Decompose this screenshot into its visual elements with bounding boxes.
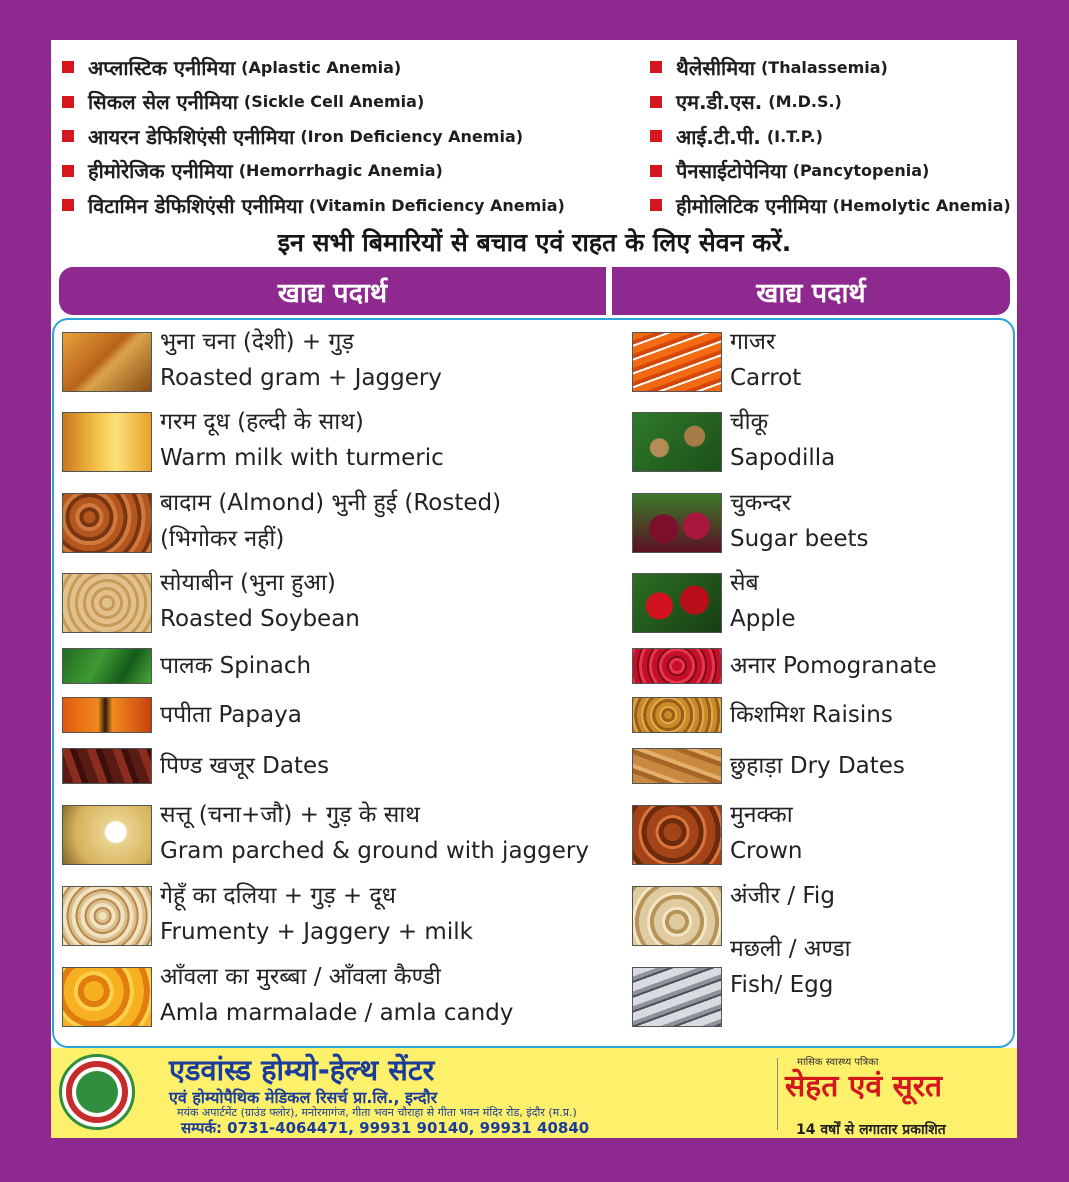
food-label-english: Fish/ Egg [730, 972, 834, 998]
food-label: अनार Pomogranate [730, 653, 937, 679]
food-item-dry-dates [632, 748, 905, 784]
bullet-icon [62, 199, 74, 211]
bullet-icon [62, 61, 74, 73]
food-label-english: Warm milk with turmeric [160, 445, 444, 471]
food-item-almond [62, 490, 502, 557]
clinic-name: एडवांस्ड होम्यो-हेल्थ सेंटर [169, 1053, 435, 1087]
pomegranate-image [632, 648, 722, 684]
dates-image [62, 748, 152, 784]
disease-item [62, 154, 632, 189]
disease-item [650, 85, 1030, 120]
logo-center [76, 1071, 118, 1113]
disease-english: (Sickle Cell Anemia) [243, 92, 425, 112]
bullet-icon [62, 130, 74, 142]
dry-dates-image [632, 748, 722, 784]
food-label: किशमिश Raisins [730, 702, 893, 728]
disease-item [62, 188, 632, 223]
disease-list [62, 50, 1022, 220]
footer-divider [777, 1058, 778, 1130]
food-label-hindi: मछली / अण्डा [730, 936, 851, 962]
disease-column-left [62, 50, 632, 223]
disease-english: (Aplastic Anemia) [241, 57, 402, 77]
food-item-spinach [62, 648, 311, 684]
food-item-beetroot [632, 490, 869, 557]
food-label-hindi: मुनक्का [730, 802, 793, 828]
bullet-icon [62, 165, 74, 177]
food-item-soybean [62, 570, 360, 637]
food-item-turmeric-milk [62, 409, 444, 476]
food-item-sapodilla [632, 409, 836, 476]
food-label-english: Carrot [730, 365, 802, 391]
beetroot-image [632, 493, 722, 553]
food-label: पालक Spinach [160, 653, 312, 679]
sapodilla-image [632, 412, 722, 472]
bullet-icon [650, 96, 662, 108]
bullet-icon [650, 165, 662, 177]
disease-hindi: थैलेसीमिया [676, 55, 755, 80]
disease-item [650, 119, 1030, 154]
disease-hindi: हीमोलिटिक एनीमिया [676, 193, 827, 218]
food-item-papaya [62, 697, 302, 733]
disease-english: (I.T.P.) [766, 126, 823, 146]
magazine-note: 14 वर्षों से लगातार प्रकाशित [796, 1122, 946, 1138]
disease-english: (Vitamin Deficiency Anemia) [308, 195, 565, 215]
food-label-hindi: सोयाबीन (भुना हुआ) [160, 570, 336, 596]
turmeric-milk-image [62, 412, 152, 472]
disease-hindi: आई.टी.पी. [676, 124, 761, 149]
food-label-english: Roasted gram + Jaggery [160, 365, 442, 391]
disease-hindi: एम.डी.एस. [676, 90, 763, 115]
disease-item [62, 50, 632, 85]
disease-item [650, 154, 1030, 189]
disease-english: (Hemolytic Anemia) [832, 195, 1011, 215]
food-label-english: Sugar beets [730, 526, 869, 552]
bullet-icon [650, 199, 662, 211]
bullet-icon [650, 130, 662, 142]
disease-hindi: हीमोरेजिक एनीमिया [88, 159, 233, 184]
disease-hindi: अप्लास्टिक एनीमिया [88, 55, 236, 80]
spinach-image [62, 648, 152, 684]
food-item-roasted-gram [62, 329, 442, 396]
papaya-image [62, 697, 152, 733]
food-label-hindi: गाजर [730, 329, 776, 355]
food-label-hindi: आँवला का मुरब्बा / आँवला कैण्डी [160, 964, 441, 990]
clinic-subtitle: एवं होम्योपैथिक मेडिकल रिसर्च प्रा.लि., इन्दौर [169, 1088, 438, 1107]
clinic-address: मयंक अपार्टमेंट (ग्राउंड फ्लोर), मनोरमागंज, गीता भवन चौराहा से गीता भवन मंदिर रोड, इंदौर (म.प्र.) [177, 1106, 577, 1119]
tagline: इन सभी बिमारियों से बचाव एवं राहत के लिए सेवन करें. [277, 228, 792, 257]
food-label-hindi: चुकन्दर [730, 490, 791, 516]
munakka-image [632, 805, 722, 865]
sattu-image [62, 805, 152, 865]
fish-image [632, 967, 722, 1027]
food-label-english: Apple [730, 606, 796, 632]
clinic-logo-icon [59, 1054, 135, 1130]
dalia-image [62, 886, 152, 946]
almond-image [62, 493, 152, 553]
bullet-icon [650, 61, 662, 73]
amla-image [62, 967, 152, 1027]
food-label: पपीता Papaya [160, 702, 302, 728]
fig-image [632, 886, 722, 946]
apple-image [632, 573, 722, 633]
food-label-english: Gram parched & ground with jaggery [160, 838, 589, 864]
disease-hindi: आयरन डेफिशिएंसी एनीमिया [88, 124, 295, 149]
soybean-image [62, 573, 152, 633]
disease-item [650, 188, 1030, 223]
disease-column-right [650, 50, 1030, 223]
food-header-right: खाद्य पदार्थ [612, 267, 1010, 315]
food-label-hindi: गेहूँ का दलिया + गुड़ + दूध [160, 883, 396, 909]
food-label-english: Frumenty + Jaggery + milk [160, 919, 473, 945]
food-header-left: खाद्य पदार्थ [59, 267, 606, 315]
disease-item [650, 50, 1030, 85]
disease-english: (Hemorrhagic Anemia) [238, 161, 443, 181]
clinic-contact: सम्पर्क: 0731-4064471, 99931 90140, 99931 40840 [181, 1119, 590, 1137]
food-item-fish-egg [632, 936, 851, 1027]
roasted-gram-image [62, 332, 152, 392]
food-label-hindi: गरम दूध (हल्दी के साथ) [160, 409, 364, 435]
food-label: छुहाड़ा Dry Dates [730, 753, 905, 779]
disease-item [62, 85, 632, 120]
disease-english: (Pancytopenia) [792, 161, 930, 181]
food-item-carrot [632, 329, 802, 396]
food-item-apple [632, 570, 796, 637]
raisins-image [632, 697, 722, 733]
food-item-dates [62, 748, 329, 784]
disease-hindi: पैनसाईटोपेनिया [676, 159, 787, 184]
food-label-hindi: सेब [730, 570, 759, 596]
food-label: पिण्ड खजूर Dates [160, 753, 330, 779]
food-item-raisins [632, 697, 893, 733]
food-item-dalia [62, 883, 473, 950]
food-label-english: Sapodilla [730, 445, 836, 471]
food-label-english: Roasted Soybean [160, 606, 360, 632]
disease-english: (Iron Deficiency Anemia) [300, 126, 524, 146]
food-label-english: Amla marmalade / amla candy [160, 1000, 514, 1026]
food-label-hindi: बादाम (Almond) भुनी हुई (Rosted) [160, 490, 502, 516]
food-item-pomegranate [632, 648, 937, 684]
disease-english: (M.D.S.) [768, 92, 842, 112]
magazine-label: मासिक स्वास्थ्य पत्रिका [797, 1057, 879, 1068]
food-label: अंजीर / Fig [730, 883, 835, 909]
food-item-amla [62, 964, 514, 1031]
food-item-munakka [632, 802, 803, 869]
food-label-english: Crown [730, 838, 803, 864]
food-label-hindi: भुना चना (देशी) + गुड़ [160, 329, 354, 355]
footer-banner [51, 1048, 1017, 1138]
magazine-name: सेहत एवं सूरत [785, 1069, 943, 1104]
food-label-hindi: सत्तू (चना+जौ) + गुड़ के साथ [160, 802, 420, 828]
food-item-sattu [62, 802, 589, 869]
disease-hindi: सिकल सेल एनीमिया [88, 90, 238, 115]
disease-english: (Thalassemia) [760, 57, 888, 77]
food-label-hindi: चीकू [730, 409, 769, 435]
disease-hindi: विटामिन डेफिशिएंसी एनीमिया [88, 193, 303, 218]
carrot-image [632, 332, 722, 392]
food-label-english: (भिगोकर नहीं) [160, 526, 285, 552]
disease-item [62, 119, 632, 154]
bullet-icon [62, 96, 74, 108]
